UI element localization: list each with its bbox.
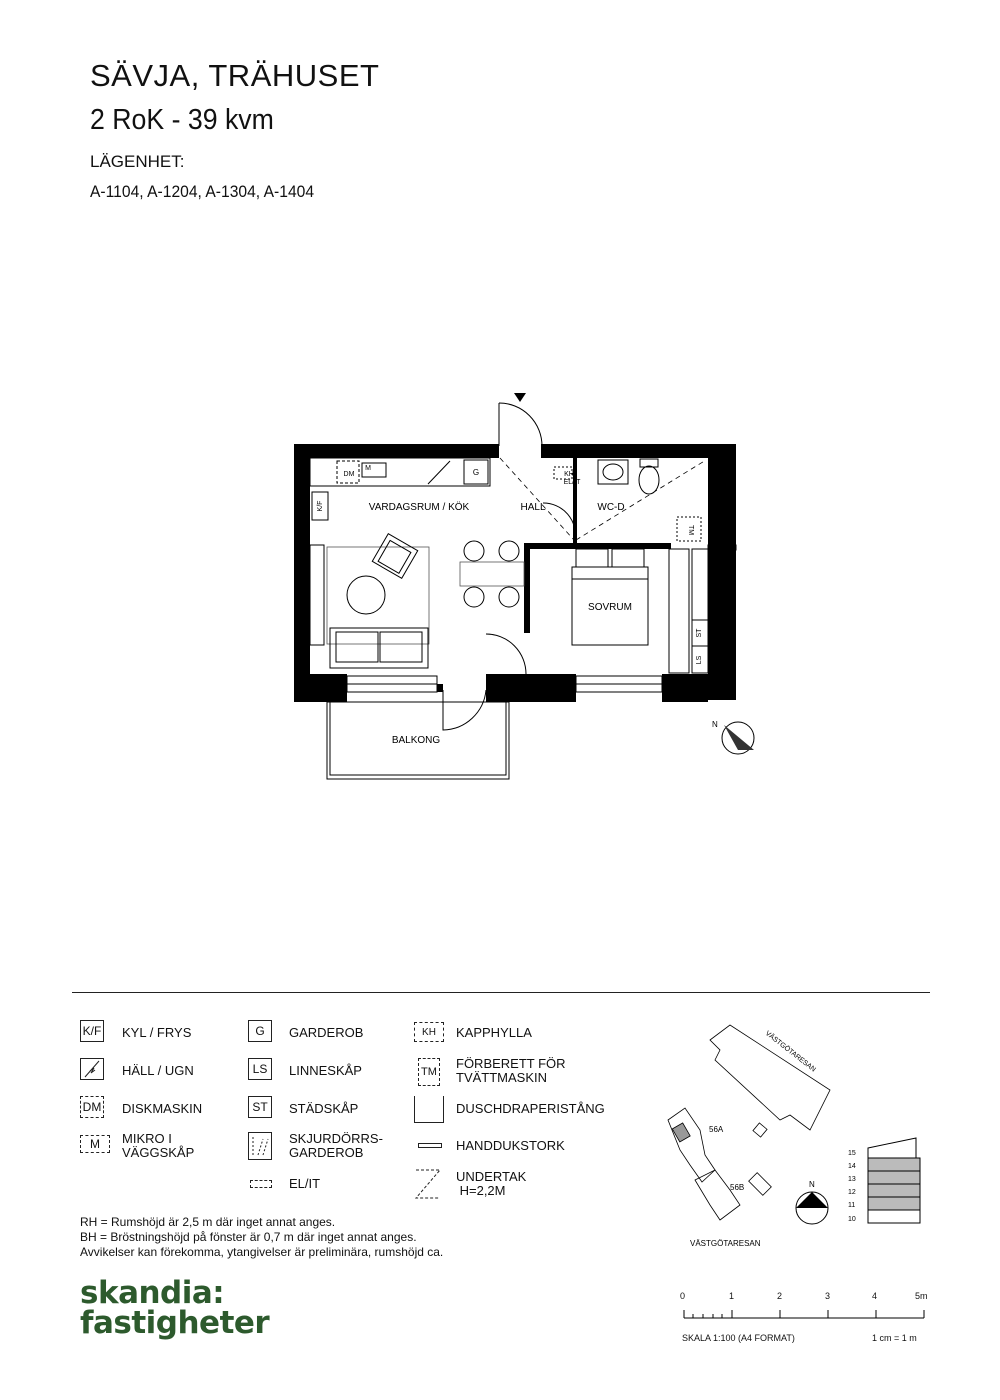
legend-elit-label: EL/IT <box>289 1176 321 1191</box>
legend-kf-symbol: K/F <box>80 1020 104 1042</box>
ls-tag: LS <box>696 655 703 665</box>
highlight-unit <box>672 1123 690 1142</box>
legend-hob-label: HÄLL / UGN <box>122 1063 194 1078</box>
floor-label: 12 <box>848 1189 856 1196</box>
wc-fixtures <box>598 459 701 541</box>
legend-kh-symbol: KH <box>414 1022 444 1042</box>
g-tag: G <box>472 468 480 477</box>
page-title: SÄVJA, TRÄHUSET <box>90 58 380 93</box>
kf-tag: K/F <box>317 500 324 512</box>
note-bh: BH = Bröstningshöjd på fönster är 0,7 m där inget annat anges. <box>80 1230 417 1244</box>
room-balcony: BALKONG <box>391 735 441 746</box>
note-rh: RH = Rumshöjd är 2,5 m där inget annat anges. <box>80 1215 336 1229</box>
street-bottom: VÄSTGÖTARESAN <box>690 1239 761 1248</box>
legend-hob-icon <box>80 1058 104 1080</box>
room-wc: WC-D <box>597 502 625 513</box>
street-top: VÄSTGÖTARESAN <box>763 1030 817 1074</box>
floor-label: 14 <box>848 1163 856 1170</box>
st-tag: ST <box>696 628 703 638</box>
floor-label: 13 <box>848 1176 856 1183</box>
apartment-list: A-1104, A-1204, A-1304, A-1404 <box>90 182 315 201</box>
dm-tag: DM <box>343 471 355 478</box>
legend-st-label: STÄDSKÅP <box>289 1101 359 1116</box>
logo-line1: skandia: <box>80 1275 225 1311</box>
legend-tm-label: FÖRBERETT FÖR TVÄTTMASKIN <box>456 1056 566 1085</box>
legend-dm-label: DISKMASKIN <box>122 1101 203 1116</box>
floor-stack <box>868 1138 920 1223</box>
m-tag: M <box>365 465 371 472</box>
floor-label: 11 <box>848 1202 856 1209</box>
floor-label: 15 <box>848 1150 856 1157</box>
apartment-size: 2 RoK - 39 kvm <box>90 104 274 136</box>
legend-g-symbol: G <box>248 1020 272 1042</box>
building-outline <box>710 1025 830 1130</box>
windows <box>347 545 736 692</box>
entrance-door[interactable] <box>499 403 542 446</box>
armchair <box>372 534 417 579</box>
note-deviations: Avvikelser kan förekomma, ytangivelser är preliminära, rumshöjd ca. <box>80 1245 444 1259</box>
kitchen-counter <box>310 458 490 486</box>
legend-ceiling-icon <box>412 1168 444 1200</box>
bedroom-door[interactable] <box>486 634 526 674</box>
dining-chairs <box>464 541 519 607</box>
legend-g-label: GARDEROB <box>289 1025 364 1040</box>
scale-tick: 0 <box>680 1291 686 1301</box>
kh-tag: KH <box>564 471 574 478</box>
legend-shower-label: DUSCHDRAPERISTÅNG <box>456 1101 605 1116</box>
balcony-door[interactable] <box>443 690 486 730</box>
scale-tick: 4 <box>872 1291 878 1301</box>
building-56b <box>695 1170 740 1220</box>
wc-door[interactable] <box>543 503 575 540</box>
legend-ls-symbol: LS <box>248 1058 272 1080</box>
dining-table <box>460 562 524 586</box>
legend-tm-symbol: TM <box>418 1058 440 1086</box>
site-plan <box>660 1010 940 1250</box>
scale-tick: 5m <box>915 1291 928 1301</box>
svg-text:N: N <box>809 1180 815 1189</box>
label-56b: 56B <box>730 1183 745 1192</box>
legend-divider <box>72 992 930 993</box>
floor-label: 10 <box>848 1216 856 1223</box>
logo-line2: fastigheter <box>80 1305 270 1341</box>
legend-towel-label: HANDDUKSTORK <box>456 1138 565 1153</box>
room-hall: HALL <box>520 502 546 513</box>
legend-sliding-wardrobe-icon <box>248 1132 272 1160</box>
scale-ratio: 1 cm = 1 m <box>872 1333 917 1343</box>
legend-towel-rail-icon <box>418 1143 442 1148</box>
legend-st-symbol: ST <box>248 1096 272 1118</box>
svg-text:N: N <box>712 720 718 729</box>
bed <box>572 549 648 645</box>
legend-dm-symbol: DM <box>80 1096 104 1118</box>
scale-tick: 2 <box>777 1291 783 1301</box>
wardrobes <box>669 549 708 673</box>
room-bedroom: SOVRUM <box>588 602 632 613</box>
legend-kf-label: KYL / FRYS <box>122 1025 192 1040</box>
legend-sliding-label: SKJURDÖRRS- GARDEROB <box>289 1131 383 1160</box>
north-icon <box>796 1180 828 1224</box>
sofa <box>330 628 428 668</box>
scale-caption: SKALA 1:100 (A4 FORMAT) <box>682 1333 795 1343</box>
label-56a: 56A <box>709 1125 724 1134</box>
legend-m-symbol: M <box>80 1135 110 1153</box>
legend-kh-label: KAPPHYLLA <box>456 1025 532 1040</box>
scale-tick: 1 <box>729 1291 735 1301</box>
tm-tag: TM <box>687 524 694 536</box>
coffee-table <box>347 576 385 614</box>
legend-m-label: MIKRO I VÄGGSKÅP <box>122 1131 195 1160</box>
apartment-label: LÄGENHET: <box>90 152 185 171</box>
legend-shower-rod-icon <box>414 1096 444 1123</box>
elit-tag: EL/IT <box>563 479 581 486</box>
legend-ceiling-label: UNDERTAK H=2,2M <box>456 1169 527 1198</box>
small-building-2 <box>749 1173 772 1196</box>
tv-bench <box>310 545 324 645</box>
entrance-arrow-icon <box>514 393 526 402</box>
scale-bar <box>670 1300 940 1320</box>
skandia-logo <box>80 1275 270 1341</box>
room-living: VARDAGSRUM / KÖK <box>368 502 470 513</box>
legend-ls-label: LINNESKÅP <box>289 1063 362 1078</box>
small-building <box>753 1123 767 1137</box>
building-56a <box>668 1108 715 1182</box>
scale-tick: 3 <box>825 1291 831 1301</box>
legend-elit-icon <box>250 1180 272 1188</box>
compass-icon <box>712 720 754 754</box>
